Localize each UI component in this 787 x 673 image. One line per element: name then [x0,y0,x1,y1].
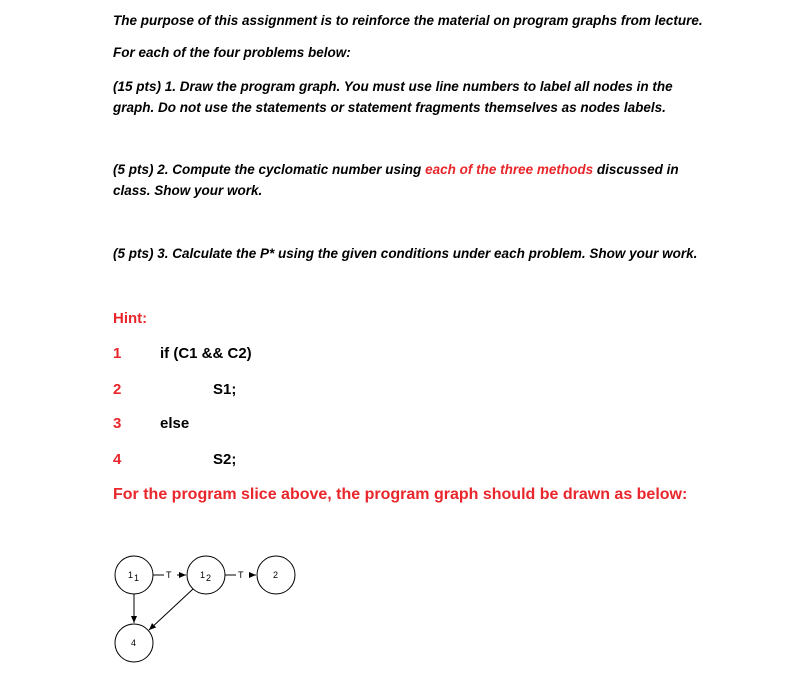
problem1-line2: graph. Do not use the statements or statement fragments themselves as nodes labels. [113,100,666,115]
hint-label: Hint: [113,310,148,327]
code-line-number-4: 4 [113,451,122,468]
problem2-prefix: (5 pts) 2. Compute the cyclomatic number using [113,162,426,177]
problem3-text: (5 pts) 3. Calculate the P* using the given conditions under each problem. Show your work. [113,246,698,261]
problem2-highlight: each of the three methods [425,162,594,177]
for-each-text: For each of the four problems below: [113,45,351,60]
problem2-line2: class. Show your work. [113,183,263,198]
graph-edge-1-label: T [166,570,172,580]
graph-node-1-1-sub: 1 [134,573,140,583]
code-line-number-2: 2 [113,381,122,398]
code-line-text-4: S2; [213,451,237,468]
problem1-line1: (15 pts) 1. Draw the program graph. You must use line numbers to label all nodes in the [113,79,673,94]
code-line-text-3: else [160,415,190,432]
graph-node-1-2-label: 1 [200,570,206,580]
problem2-suffix: discussed in [593,162,679,177]
code-line-text-2: S1; [213,381,237,398]
graph-node-1-1-label: 1 [128,570,134,580]
graph-caption: For the program slice above, the program graph should be drawn as below: [113,486,688,503]
code-line-number-3: 3 [113,415,122,432]
code-line-text-1: if (C1 && C2) [160,345,252,362]
graph-edge-1-2-to-4 [149,589,193,630]
graph-node-4-label: 4 [131,638,137,648]
code-line-number-1: 1 [113,345,122,362]
graph-node-1-2-sub: 2 [206,573,212,583]
graph-node-2-label: 2 [273,570,279,580]
graph-edge-2-label: T [238,570,244,580]
intro-text: The purpose of this assignment is to reinforce the material on program graphs from lecture. [113,13,703,28]
